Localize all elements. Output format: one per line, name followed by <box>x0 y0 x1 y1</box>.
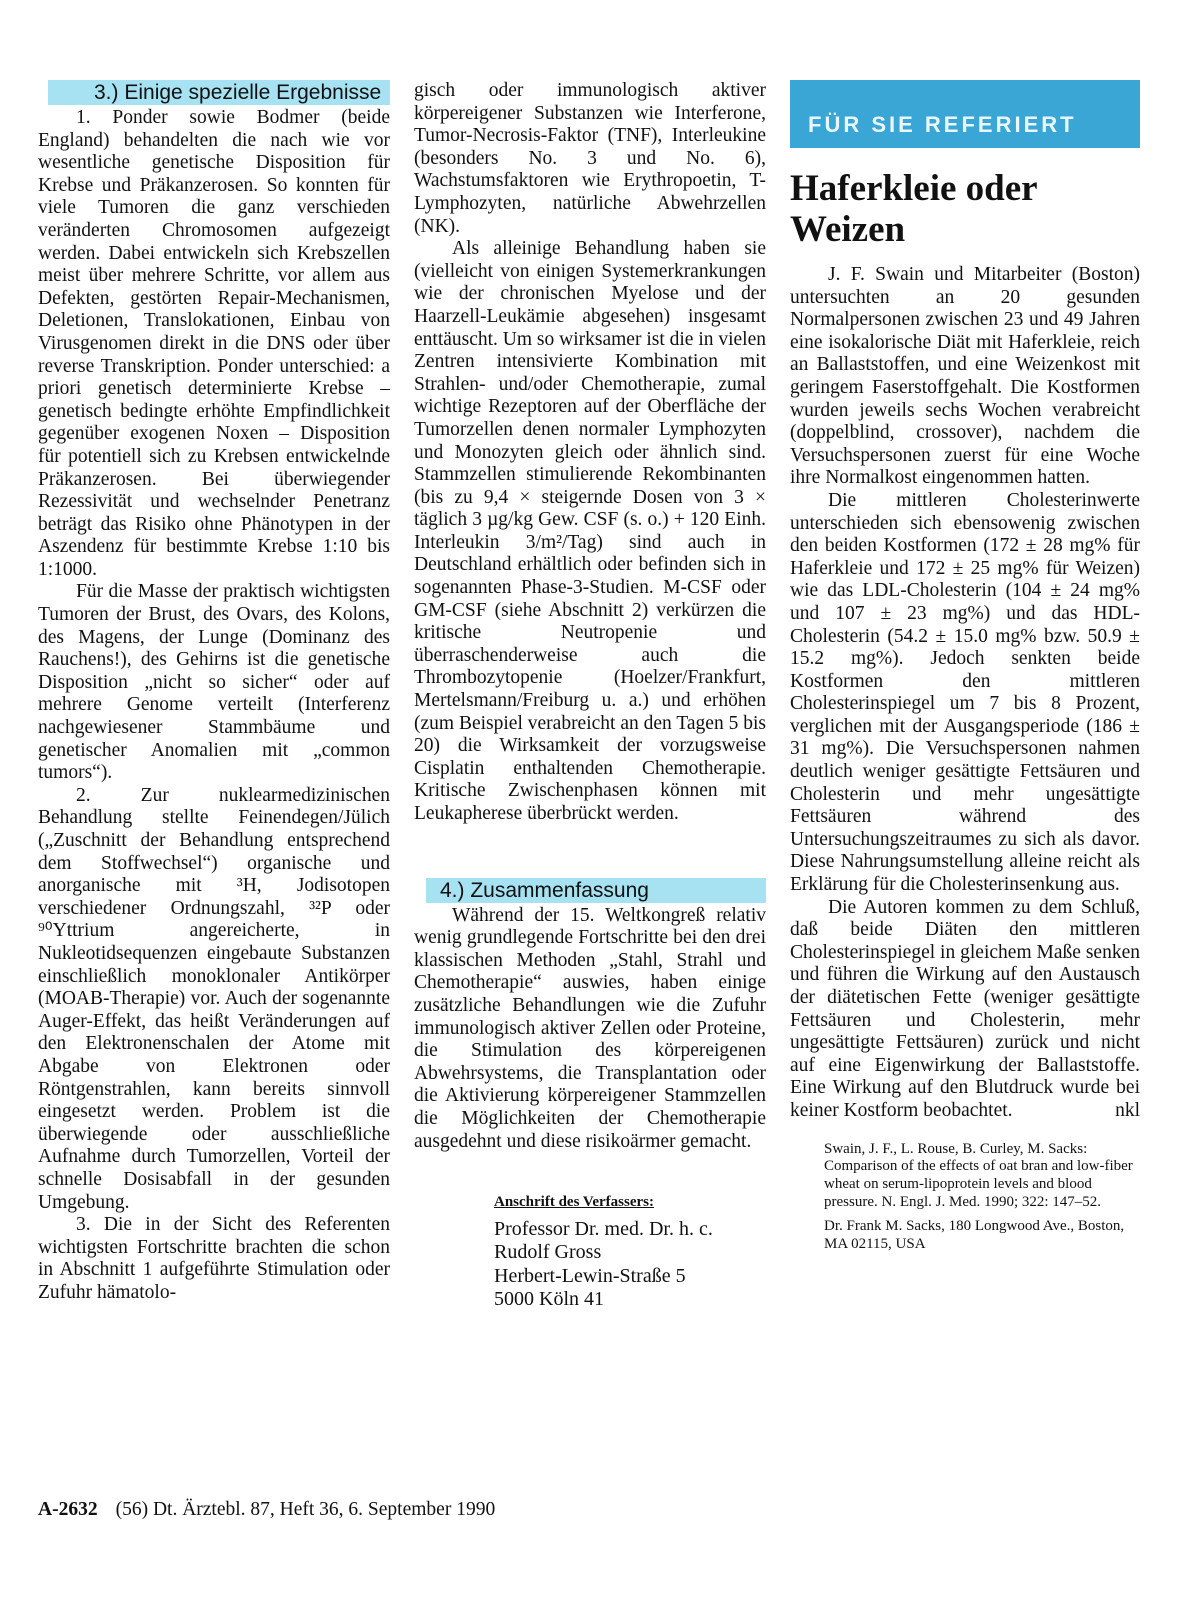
address-line: Herbert-Lewin-Straße 5 <box>494 1264 686 1287</box>
column-right <box>790 80 1140 1253</box>
address-line: Rudolf Gross <box>494 1241 602 1264</box>
paragraph-fortschritte: 3. Die in der Sicht des Referenten wichtigsten Fortschritte brachten die schon in Abschnitt 1 aufgeführte Stimulation oder Zufuhr hämatolo- <box>38 1214 390 1303</box>
paragraph-results: Die mittleren Cholesterinwerte unterschieden sich ebensowenig zwischen den beiden Kostformen (172 ± 28 mg% für Haferkleie und 172 ± 25 mg% für Weizen) wie das LDL-Cholesterin (104 ± 24 mg% und 107 ± 23 mg%) und das HDL-Cholesterin (54.2 ± 15.0 mg% bzw. 50.9 ± 15.2 mg%). Jedoch senkten beide Kostformen den mittleren Cholesterinspiegel um 7 bis 8 Prozent, verglichen mit der Ausgangsperiode (186 ± 31 mg%). Die Versuchspersonen nahmen deutlich weniger gesättigte Fettsäuren und Cholesterin und mehr ungesättigte Fettsäuren während des Untersuchungszeitraumes zu sich als davor. Diese Nahrungsumstellung alleine reicht als Erklärung für die Cholesterinsenkung aus. <box>790 489 1140 896</box>
paragraph-behandlung: Als alleinige Behandlung haben sie (vielleicht von einigen Systemerkrankungen wie der chronischen Myelose und der Haarzell-Leukämie abgesehen) insgesamt enttäuscht. Um so wirksamer ist die in vielen Zentren intensivierte Kombination mit Strahlen- und/oder Chemotherapie, zumal wichtige Rezeptoren auf der Oberfläche der Tumorzellen denen normaler Lymphozyten und Monozyten gleich oder ähnlich sind. Stammzellen stimulierende Rekombinanten (bis zu 9,4 × steigernde Dosen von 3 × täglich 3 µg/kg Gew. CSF (s. o.) + 120 Einh. Interleukin 3/m²/Tag) sind auch in Deutschland erhältlich oder befinden sich in sogenannten Phase-3-Studien. M-CSF oder GM-CSF (siehe Abschnitt 2) verkürzen die kritische Neutropenie und überraschenderweise auch die Thrombozytopenie (Hoelzer/Frankfurt, Mertelsmann/Freiburg u. a.) und erhöhen (zum Beispiel verabreicht an den Tagen 5 bis 20) die Wirksamkeit der vorzugsweise Cisplatin enthaltenden Chemotherapie. Kritische Zwischenphasen können mit Leukapherese überbrückt werden. <box>414 238 767 824</box>
author-address <box>494 1218 766 1312</box>
section-banner: FÜR SIE REFERIERT <box>790 80 1140 148</box>
paragraph-conclusion <box>790 897 1140 1123</box>
paragraph-nuklearmedizin: 2. Zur nuklearmedizinischen Behandlung stellte Feinendegen/Jülich („Zuschnitt der Behandlung entsprechend dem Stoffwechsel“) organische und anorganische mit ³H, Jodisotopen verschiedener Ordnungszahl, ³²P oder ⁹⁰Yttrium angereicherte, in Nukleotidsequenzen eingebaute Substanzen einschließlich monoklonaler Antikörper (MOAB-Therapie) vor. Auch der sogenannte Auger-Effekt, das heißt Veränderungen auf den Elektronenschalen der Atome mit Abgabe von Elektronen oder Röntgenstrahlen, kann bereits sinnvoll eingesetzt werden. Problem ist die überwiegende oder ausschließliche Aufnahme durch Tumorzellen, Vorteil der schnelle Dosisabfall in der gesunden Umgebung. <box>38 784 390 1213</box>
page-footer <box>38 1499 495 1521</box>
page-number: A-2632 <box>38 1499 98 1520</box>
address-heading: Anschrift des Verfassers: <box>494 1194 654 1211</box>
paragraph-study: J. F. Swain und Mitarbeiter (Boston) untersuchten an 20 gesunden Normalpersonen zwischen 23 und 49 Jahren eine isokalorische Diät mit Haferkleie, reich an Ballaststoffen, und eine Weizenkost mit geringem Faserstoffgehalt. Die Kostformen wurden jeweils sechs Wochen verabreicht (doppelblind, crossover), nachdem die Versuchspersonen zuerst für eine Woche ihre Normalkost eingenommen hatten. <box>790 264 1140 489</box>
paragraph-continuation: gisch oder immunologisch aktiver körpereigener Substanzen wie Interferone, Tumor-Necrosis-Faktor (TNF), Interleukine (besonders No. 3 und No. 6), Wachstumsfaktoren wie Erythropoetin, T-Lymphozyten, natürliche Abwehrzellen (NK). <box>414 80 766 237</box>
address-line: 5000 Köln 41 <box>494 1288 604 1311</box>
journal-citation: (56) Dt. Ärztebl. 87, Heft 36, 6. September 1990 <box>115 1499 496 1520</box>
conclusion-text: Die Autoren kommen zu dem Schluß, daß beide Diäten den mittleren Cholesterinspiegel in gleichem Maße senken und führen die Wirkung auf den Austausch der diätetischen Fette (weniger gesättigte Fettsäuren und Cholesterin, mehr ungesättigte Fettsäuren) zurück und nicht auf eine Eigenwirkung der Ballaststoffe. Eine Wirkung auf den Blutdruck wurde bei keiner Kostform beobachtet. <box>790 896 1140 1121</box>
column-middle <box>414 80 766 1312</box>
section-heading-4: 4.) Zusammenfassung <box>426 878 766 903</box>
contact-address: Dr. Frank M. Sacks, 180 Longwood Ave., Boston, MA 02115, USA <box>824 1217 1125 1252</box>
paragraph-summary: Während der 15. Weltkongreß relativ wenig grundlegende Fortschritte bei den drei klassischen Methoden „Stahl, Strahl und Chemotherapie“ auswies, haben einige zusätzliche Behandlungen wie die Zufuhr immunologisch aktiver Zellen oder Proteine, die Stimulation des körpereigenen Abwehrsystems, die Transplantation oder die Aktivierung körpereigener Stammzellen die Möglichkeiten der Chemotherapie ausgedehnt und diese risikoärmer gemacht. <box>414 904 766 1152</box>
column-left <box>38 80 390 1304</box>
article-title: Haferkleie oder Weizen <box>790 168 1037 250</box>
address-line: Professor Dr. med. Dr. h. c. <box>494 1217 713 1240</box>
paragraph-tumoren: Für die Masse der praktisch wichtigsten Tumoren der Brust, des Ovars, des Kolons, des Magens, der Lunge (Dominanz des Rauchens!), des Gehirns ist die genetische Disposition „nicht so sicher“ oder auf mehrere Genome verteilt (Interferenz nachgewiesener Stammbäume und genetischer Anomalien mit „common tumors“). <box>38 581 390 784</box>
reference-citation: Swain, J. F., L. Rouse, B. Curley, M. Sacks: Comparison of the effects of oat bran and low-fiber wheat on serum-lipoprotein levels and blood pressure. N. Engl. J. Med. 1990; 322: 147–52. <box>824 1140 1133 1210</box>
paragraph-ponder: 1. Ponder sowie Bodmer (beide England) behandelten die nach wie vor wesentliche genetische Disposition für Krebse und Präkanzerosen. So konnten für viele Tumoren die ganz verschieden veränderten Chromosomen aufgezeigt werden. Dabei entwickeln sich Krebszellen meist über mehrere Schritte, vor allem aus Defekten, gestörten Repair-Mechanismen, Deletionen, Translokationen, Einbau von Virusgenomen direkt in die DNS oder über reverse Transkription. Ponder unterschied: a priori genetisch determinierte Krebse – genetisch bedingte erhöhte Empfindlichkeit gegenüber exogenen Noxen – Disposition für potentiell sich zu Krebsen entwickelnde Präkanzerosen. Bei überwiegender Rezessivität und wechselnder Penetranz beträgt das Risiko ohne Phänotypen in der Aszendenz für bestimmte Krebse 1:10 bis 1:1000. <box>38 107 390 580</box>
author-signature: nkl <box>1115 1099 1140 1121</box>
section-heading-3: 3.) Einige spezielle Ergebnisse <box>48 80 390 105</box>
